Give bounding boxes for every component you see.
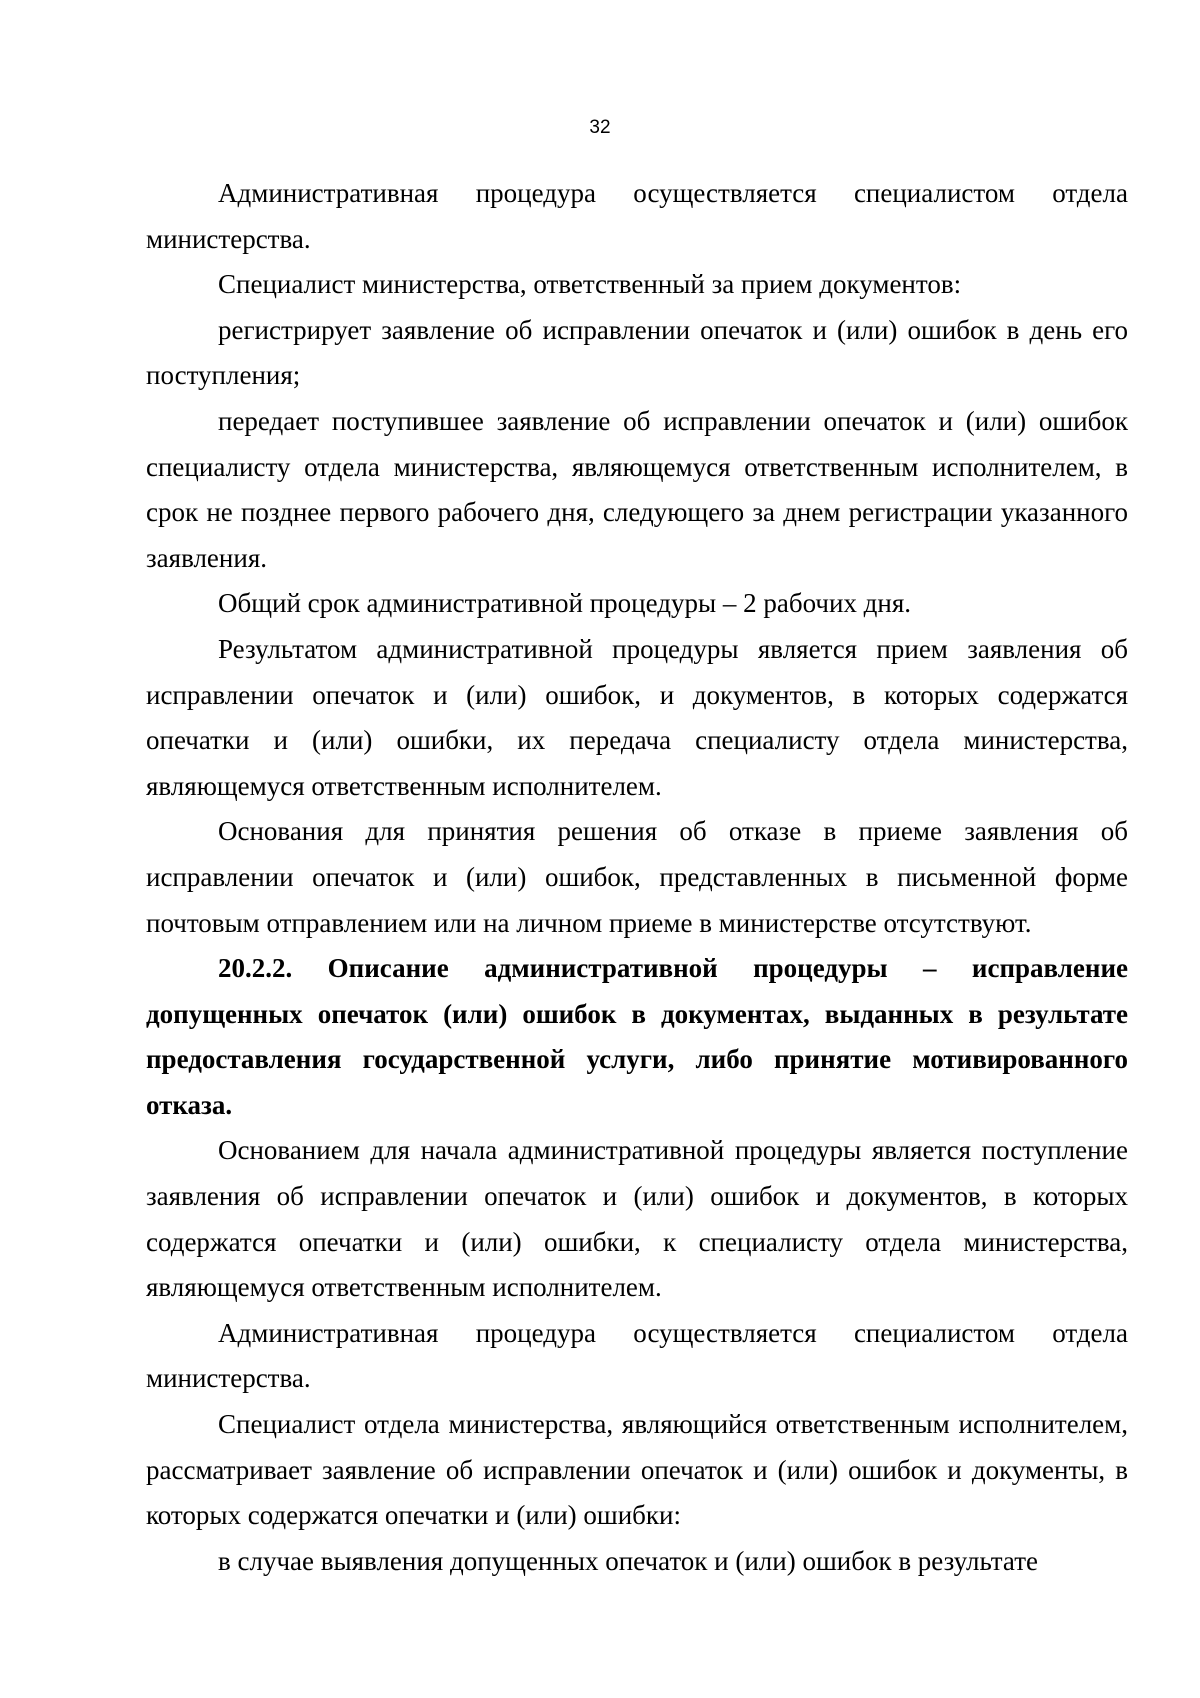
section-heading: 20.2.2. Описание административной процедуры – исправление допущенных опечаток (или) ошибок в документах, выданных в результате предоставления государственной услуги, либо принятие мотивированного отказа. — [146, 953, 1128, 1120]
paragraph: Результатом административной процедуры является прием заявления об исправлении опечаток и (или) ошибок, и документов, в которых содержатся опечатки и (или) ошибки, их передача специалисту отдела министерства, являющемуся ответственным исполнителем. — [146, 633, 1128, 801]
paragraph: Административная процедура осуществляется специалистом отдела министерства. — [146, 1317, 1128, 1394]
paragraph: Административная процедура осуществляется специалистом отдела министерства. — [146, 178, 1128, 254]
paragraph: регистрирует заявление об исправлении опечаток и (или) ошибок в день его поступления; — [146, 314, 1128, 391]
paragraph: Специалист министерства, ответственный за прием документов: — [218, 269, 962, 300]
paragraph: передает поступившее заявление об исправлении опечаток и (или) ошибок специалисту отдела министерства, являющемуся ответственным исполнителем, в срок не позднее первого рабочего дня, следующего за днем регистрации указанного заявления. — [146, 405, 1128, 573]
page-number: 32 — [589, 117, 611, 138]
paragraph: Основанием для начала административной процедуры является поступление заявления об исправлении опечаток и (или) ошибок и документов, в которых содержатся опечатки и (или) ошибки, к специалисту отдела министерства, являющемуся ответственным исполнителем. — [146, 1135, 1128, 1303]
paragraph: Специалист отдела министерства, являющийся ответственным исполнителем, рассматривает заявление об исправлении опечаток и (или) ошибок и документы, в которых содержатся опечатки и (или) ошибки: — [146, 1409, 1128, 1531]
paragraph: Основания для принятия решения об отказе в приеме заявления об исправлении опечаток и (или) ошибок, представленных в письменной форме почтовым отправлением или на личном приеме в министерстве отсутствуют. — [146, 816, 1128, 938]
document-body — [146, 171, 1128, 1584]
paragraph: в случае выявления допущенных опечаток и (или) ошибок в результате — [218, 1545, 1038, 1576]
paragraph: Общий срок административной процедуры – 2 рабочих дня. — [218, 588, 912, 619]
